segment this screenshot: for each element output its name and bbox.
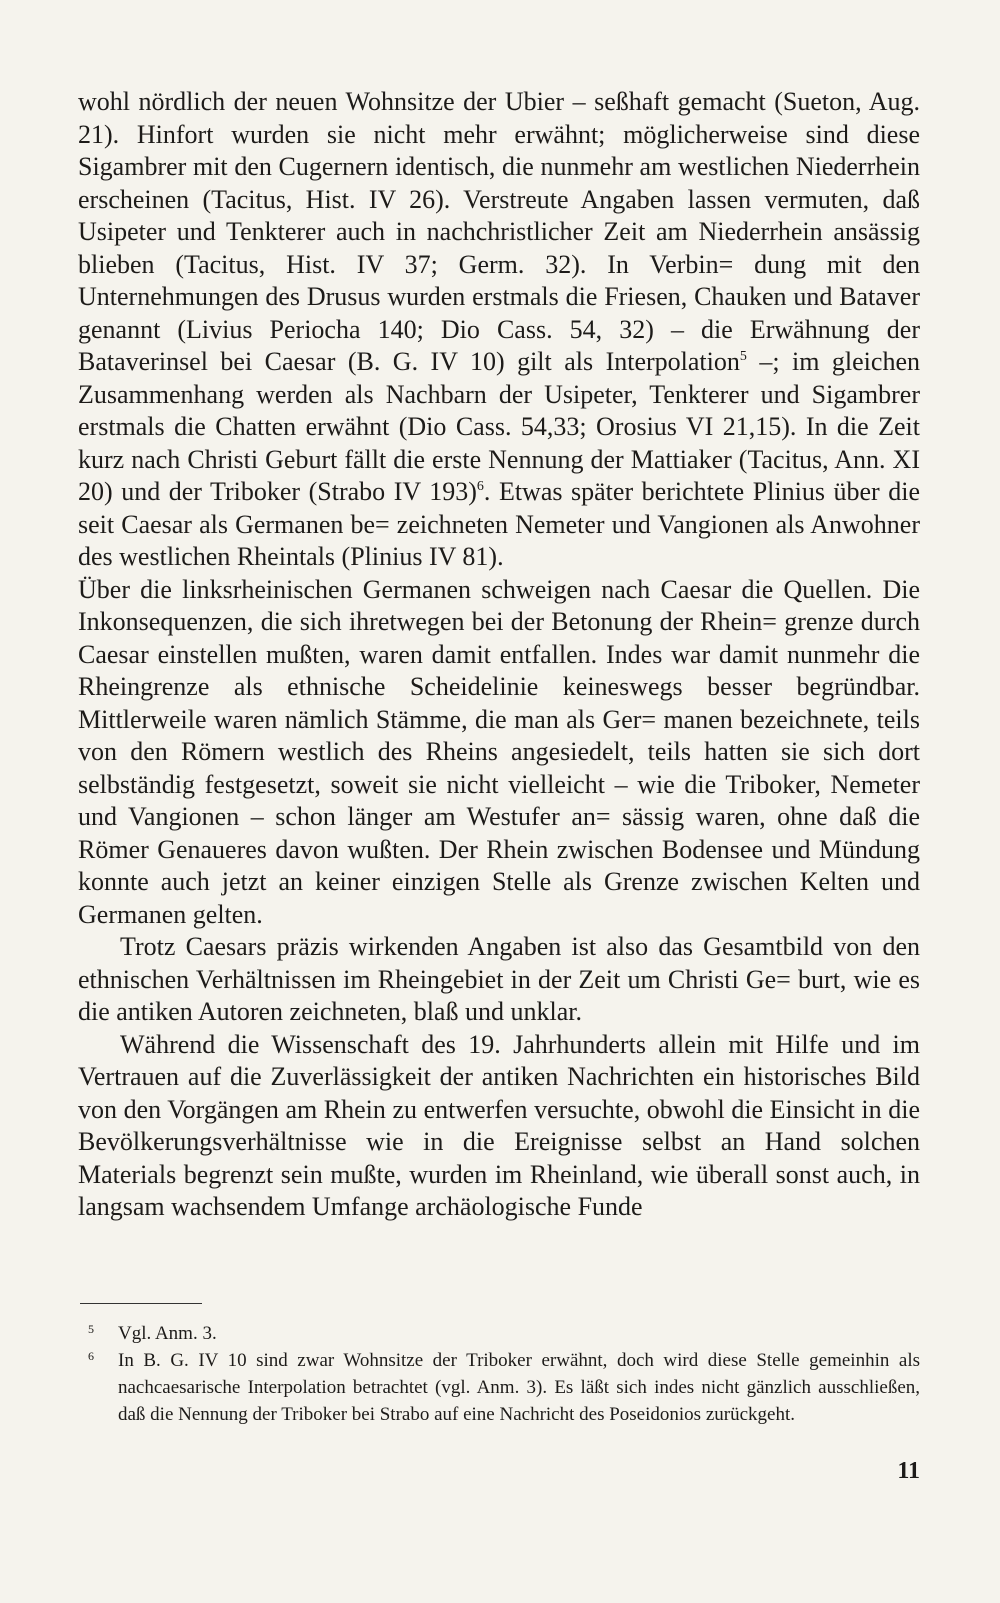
footnote-mark-6: 6 bbox=[88, 1349, 94, 1363]
footnote-divider bbox=[80, 1303, 202, 1304]
footnote-mark-5: 5 bbox=[88, 1322, 94, 1336]
footnote-6 bbox=[88, 1347, 920, 1428]
main-text bbox=[78, 86, 920, 1224]
footnote-text: In B. G. IV 10 sind zwar Wohnsitze der Triboker erwähnt, doch wird diese Stelle gemeinhin als nachcaesarische Interpolation betrachtet (vgl. Anm. 3). Es läßt sich indes nicht gänzlich ausschließen, daß die Nennung der Triboker bei Strabo auf eine Nachricht des Poseidonios zurückgeht. bbox=[118, 1350, 920, 1425]
footnote-5 bbox=[88, 1320, 920, 1347]
paragraph-3: Trotz Caesars präzis wirkenden Angaben ist also das Gesamtbild von den ethnischen Verhältnissen im Rheingebiet in der Zeit um Christi Ge= burt, wie es die antiken Autoren zeichneten, blaß und unklar. bbox=[78, 932, 920, 1026]
footnote-mark bbox=[88, 1320, 118, 1347]
footnote-ref-5: 5 bbox=[739, 349, 747, 364]
paragraph-2: Über die linksrheinischen Germanen schweigen nach Caesar die Quellen. Die Inkonsequenzen, die sich ihretwegen bei der Betonung der Rhein= grenze durch Caesar einstellen mußten, waren damit entfallen. Indes war damit nunmehr die Rheingrenze als ethnische Scheidelinie keineswegs besser begründbar. Mittlerweile waren nämlich Stämme, die man als Ger= manen bezeichnete, teils von den Römern westlich des Rheins angesiedelt, teils hatten sie sich dort selbständig festgesetzt, soweit sie nicht vielleicht – wie die Triboker, Nemeter und Vangionen – schon länger am Westufer an= sässig waren, ohne daß die Römer Genaueres davon wußten. Der Rhein zwischen Bodensee und Mündung konnte auch jetzt an keiner einzigen Stelle als Grenze zwischen Kelten und Germanen gelten. bbox=[78, 574, 920, 929]
footnotes bbox=[88, 1320, 920, 1428]
paragraph-4: Während die Wissenschaft des 19. Jahrhunderts allein mit Hilfe und im Vertrauen auf die Zuverlässigkeit der antiken Nachrichten ein historisches Bild von den Vorgängen am Rhein zu entwerfen versuchte, obwohl die Einsicht in die Bevölkerungsverhältnisse wie in die Ereignisse selbst an Hand solchen Materials begrenzt sein mußte, wurden im Rheinland, wie überall sonst auch, in langsam wachsendem Umfange archäologische Funde bbox=[78, 1029, 920, 1221]
paragraph-1-text: wohl nördlich der neuen Wohnsitze der Ubier – seßhaft gemacht (Sueton, Aug. 21). Hinfort wurden sie nicht mehr erwähnt; möglicherweise sind diese Sigambrer mit den Cugernern identisch, die nunmehr am westlichen Niederrhein erscheinen (Tacitus, Hist. IV 26). Verstreute Angaben lassen vermuten, daß Usipeter und Tenkterer auch in nachchristlicher Zeit am Niederrhein ansässig blieben (Tacitus, Hist. IV 37; Germ. 32). In Verbin= dung mit den Unternehmungen des Drusus wurden erstmals die Friesen, Chauken und Bataver genannt (Livius Periocha 140; Dio Cass. 54, 32) – die Erwähnung der Bataverinsel bei Caesar (B. G. IV 10) gilt als Interpolation bbox=[78, 87, 920, 376]
paragraph-1 bbox=[78, 86, 920, 574]
page-number: 11 bbox=[897, 1458, 920, 1484]
footnote-ref-6: 6 bbox=[476, 479, 484, 494]
paragraph-1-text-c: . Etwas später berichtete Plinius über die seit Caesar als Germanen be= zeichneten Nemeter und Vangionen als Anwohner des westlichen Rheintals (Plinius IV 81). bbox=[78, 477, 920, 571]
paragraph-1-text-b: –; im gleichen Zusammenhang werden als Nachbarn der Usipeter, Tenkterer und Sigambrer erstmals die Chatten erwähnt (Dio Cass. 54,33; Orosius VI 21,15). In die Zeit kurz nach Christi Geburt fällt die erste Nennung der Mattiaker (Tacitus, Ann. XI 20) und der Triboker (Strabo IV 193) bbox=[78, 347, 920, 506]
footnote-mark bbox=[88, 1347, 118, 1428]
footnote-text: Vgl. Anm. 3. bbox=[118, 1323, 217, 1344]
